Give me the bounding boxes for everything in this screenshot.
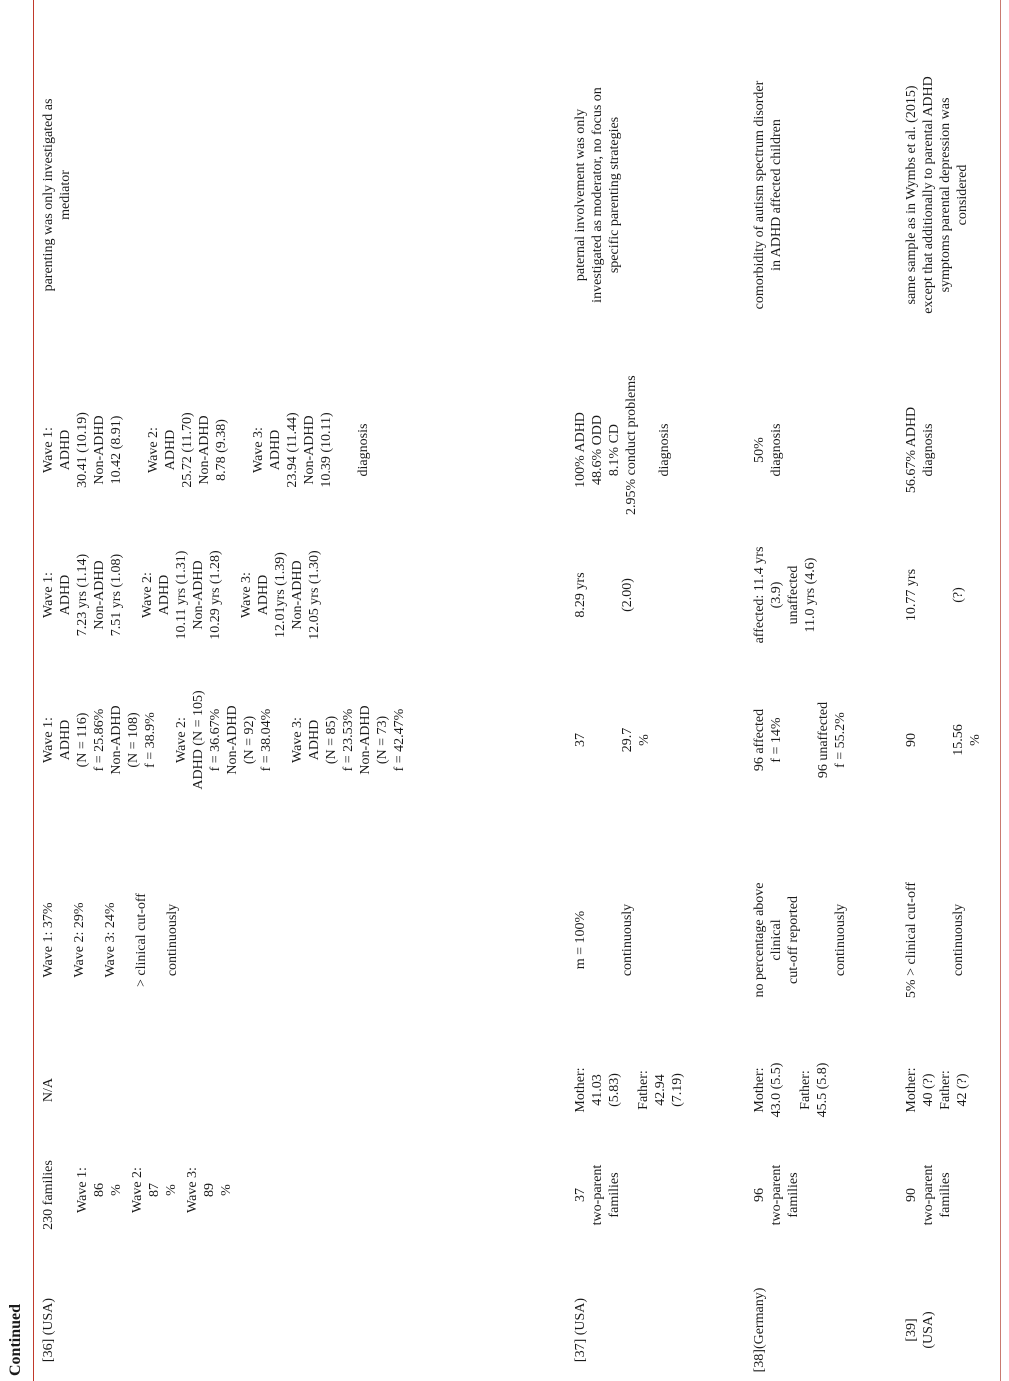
parental-depression-line: clinical xyxy=(769,919,784,961)
child-sample-line: 96 affected xyxy=(752,708,767,772)
child-sample-line: ADHD xyxy=(58,719,73,761)
child-age-line: Non-ADHD xyxy=(191,560,206,630)
sample-size-line: families xyxy=(786,1172,801,1218)
study-ref xyxy=(751,1285,768,1375)
child-sample xyxy=(619,675,653,805)
study-notes-line: paternal involvement was only xyxy=(573,108,588,282)
parent-age-line: Mother: xyxy=(904,1067,919,1113)
child-sample-line: (N = 116) xyxy=(75,712,90,768)
study-notes xyxy=(572,0,623,390)
child-sample xyxy=(40,675,159,805)
parental-depression-line: cut-off reported xyxy=(786,896,801,984)
study-notes xyxy=(40,0,74,390)
child-symptoms-line: 50% xyxy=(752,437,767,463)
parental-depression xyxy=(572,850,589,1030)
child-sample-line: ADHD (N = 105) xyxy=(191,690,206,790)
parental-depression-line: Wave 1: 37% xyxy=(41,902,56,978)
sample-size xyxy=(903,1150,954,1240)
parent-age-line: (7.19) xyxy=(670,1073,685,1107)
child-symptoms-line: Wave 2: xyxy=(146,427,161,473)
parental-depression xyxy=(164,850,181,1030)
child-symptoms-line: 25.72 (11.70) xyxy=(180,412,195,488)
sample-wave-line: % xyxy=(219,1184,234,1196)
child-sample-line: Wave 1: xyxy=(41,717,56,763)
child-age-line: unaffected xyxy=(786,565,801,625)
child-age-line: Non-ADHD xyxy=(290,560,305,630)
child-age-line: Non-ADHD xyxy=(92,560,107,630)
study-ref-line: [38](Germany) xyxy=(752,1287,767,1373)
parent-age-line: 42 (?) xyxy=(955,1073,970,1107)
parent-age-line: 41.03 xyxy=(590,1074,605,1106)
child-age xyxy=(572,530,589,660)
parental-depression xyxy=(71,850,88,1030)
child-sample-line: f = 25.86% xyxy=(92,708,107,772)
child-symptoms-line: Wave 1: xyxy=(41,427,56,473)
child-sample xyxy=(173,675,275,805)
child-age-line: ADHD xyxy=(58,574,73,616)
child-sample-line: 90 xyxy=(904,733,919,747)
parental-depression-line: Wave 2: 29% xyxy=(72,902,87,978)
parental-depression xyxy=(950,850,967,1030)
study-notes-line: parenting was only investigated as xyxy=(41,98,56,292)
study-ref xyxy=(572,1285,589,1375)
parent-age-line: 43.0 (5.5) xyxy=(769,1062,784,1118)
child-sample xyxy=(950,675,984,805)
parent-age-line: Mother: xyxy=(573,1067,588,1113)
child-symptoms-line: diagnosis xyxy=(657,423,672,477)
child-sample-line: ADHD xyxy=(307,719,322,761)
study-ref-line: [39] xyxy=(904,1318,919,1342)
child-symptoms-line: diagnosis xyxy=(921,423,936,477)
parental-depression xyxy=(903,850,920,1030)
parental-depression xyxy=(40,850,57,1030)
child-age-line: 10.11 yrs (1.31) xyxy=(174,550,189,640)
child-sample-line: f = 23.53% xyxy=(341,708,356,772)
child-age-line: (3.9) xyxy=(769,581,784,609)
child-sample-line: 15.56 xyxy=(951,724,966,756)
parental-depression-line: m = 100% xyxy=(573,910,588,970)
study-notes-line: symptoms parental depression was xyxy=(938,97,953,293)
parental-depression xyxy=(832,850,849,1030)
sample-wave-line: 89 xyxy=(202,1183,217,1197)
sample-wave-line: % xyxy=(109,1184,124,1196)
sample-size xyxy=(572,1150,623,1240)
sample-size-line: 230 families xyxy=(41,1160,56,1230)
child-age xyxy=(950,530,967,660)
child-sample-line: Non-ADHD xyxy=(225,705,240,775)
study-ref xyxy=(903,1285,937,1375)
child-age-line: Wave 2: xyxy=(140,572,155,618)
child-sample xyxy=(572,675,589,805)
sample-size-line: families xyxy=(938,1172,953,1218)
child-symptoms xyxy=(656,385,673,515)
parent-age xyxy=(635,1050,686,1130)
child-age-line: (2.00) xyxy=(620,578,635,612)
table-top-rule xyxy=(33,0,34,1381)
child-sample-line: f = 14% xyxy=(769,717,784,763)
child-age-line: 10.77 yrs xyxy=(904,568,919,622)
parent-age-line: Mother: xyxy=(752,1067,767,1113)
child-symptoms-line: 10.39 (10.11) xyxy=(319,412,334,488)
sample-wave-line: Wave 1: xyxy=(75,1167,90,1213)
child-sample-line: f = 38.9% xyxy=(143,712,158,768)
child-age-line: 7.23 yrs (1.14) xyxy=(75,553,90,637)
study-notes-line: specific parenting strategies xyxy=(607,116,622,274)
child-sample-line: 29.7 xyxy=(620,727,635,753)
sample-size-line: 90 xyxy=(904,1188,919,1202)
study-ref-line: (USA) xyxy=(921,1311,936,1349)
parent-age-line: (5.83) xyxy=(607,1073,622,1107)
child-sample-line: Non-ADHD xyxy=(358,705,373,775)
child-symptoms-line: 2.95% conduct problems xyxy=(624,375,639,515)
sample-size-line: 96 xyxy=(752,1188,767,1202)
table-bottom-rule xyxy=(1000,0,1001,1381)
child-sample-line: Non-ADHD xyxy=(109,705,124,775)
child-sample-line: f = 42.47% xyxy=(392,708,407,772)
child-symptoms-line: Non-ADHD xyxy=(197,415,212,485)
parental-depression xyxy=(133,850,150,1030)
child-symptoms-line: Non-ADHD xyxy=(302,415,317,485)
parent-age xyxy=(797,1050,831,1130)
child-symptoms-line: ADHD xyxy=(163,429,178,471)
child-sample-line: (N = 108) xyxy=(126,712,141,768)
child-sample-line: 37 xyxy=(573,733,588,747)
child-age-line: Wave 1: xyxy=(41,572,56,618)
sample-wave xyxy=(129,1160,180,1220)
child-symptoms-line: Non-ADHD xyxy=(92,415,107,485)
parent-age-line: 40 (?) xyxy=(921,1073,936,1107)
study-notes-line: in ADHD affected children xyxy=(769,119,784,271)
parent-age xyxy=(40,1050,57,1130)
sample-size-line: families xyxy=(607,1172,622,1218)
sample-size-line: two-parent xyxy=(769,1164,784,1226)
child-age-line: 11.0 yrs (4.6) xyxy=(803,557,818,633)
child-age-line: 8.29 yrs xyxy=(573,572,588,618)
child-age xyxy=(619,530,636,660)
parent-age-line: N/A xyxy=(41,1077,56,1103)
parental-depression-line: 5% > clinical cut-off xyxy=(904,881,919,999)
child-symptoms xyxy=(145,385,230,515)
child-age xyxy=(139,530,224,660)
child-symptoms xyxy=(40,385,125,515)
child-symptoms-line: 23.94 (11.44) xyxy=(285,412,300,488)
parental-depression xyxy=(619,850,636,1030)
sample-size xyxy=(751,1150,802,1240)
parent-age xyxy=(572,1050,623,1130)
parent-age-line: Father: xyxy=(636,1070,651,1110)
parental-depression-line: Wave 3: 24% xyxy=(103,902,118,978)
child-symptoms-line: 100% ADHD xyxy=(573,412,588,488)
sample-wave-line: Wave 3: xyxy=(185,1167,200,1213)
parent-age-line: 42.94 xyxy=(653,1074,668,1106)
child-symptoms-line: ADHD xyxy=(58,429,73,471)
sample-size-line: 37 xyxy=(573,1188,588,1202)
parental-depression-line: continuously xyxy=(620,903,635,977)
sample-wave xyxy=(74,1160,125,1220)
table-caption: Continued xyxy=(7,1303,24,1376)
child-symptoms-line: 8.1% CD xyxy=(607,423,622,477)
child-age xyxy=(751,530,819,660)
child-symptoms-line: 48.6% ODD xyxy=(590,415,605,485)
child-sample xyxy=(289,675,408,805)
parental-depression xyxy=(751,850,802,1030)
child-symptoms xyxy=(572,375,640,515)
sample-size-line: two-parent xyxy=(590,1164,605,1226)
child-symptoms-line: ADHD xyxy=(268,429,283,471)
child-age xyxy=(40,530,125,660)
sample-wave-line: 86 xyxy=(92,1183,107,1197)
child-sample-line: % xyxy=(968,734,983,746)
child-sample xyxy=(751,675,785,805)
child-age-line: 10.29 yrs (1.28) xyxy=(208,550,223,640)
parent-age xyxy=(903,1050,971,1130)
child-symptoms-line: 10.42 (8.91) xyxy=(109,415,124,485)
child-sample-line: f = 55.2% xyxy=(833,712,848,768)
parental-depression-line: continuously xyxy=(833,903,848,977)
parental-depression-line: continuously xyxy=(951,903,966,977)
study-notes-line: same sample as in Wymbs et al. (2015) xyxy=(904,85,919,305)
child-symptoms xyxy=(355,385,372,515)
study-notes-line: except that additionally to parental ADHD xyxy=(921,76,936,314)
study-ref xyxy=(40,1285,57,1375)
parental-depression-line: no percentage above xyxy=(752,882,767,998)
child-symptoms xyxy=(751,385,785,515)
sample-wave-line: 87 xyxy=(147,1183,162,1197)
child-sample xyxy=(903,675,920,805)
child-sample-line: Wave 3: xyxy=(290,717,305,763)
child-symptoms-line: 30.41 (10.19) xyxy=(75,412,90,488)
parental-depression-line: > clinical cut-off xyxy=(134,893,149,987)
child-symptoms xyxy=(250,385,335,515)
child-sample-line: (N = 92) xyxy=(242,715,257,765)
study-notes xyxy=(751,0,785,390)
child-age-line: (?) xyxy=(951,587,966,603)
parental-depression-line: continuously xyxy=(165,903,180,977)
sample-size-line: two-parent xyxy=(921,1164,936,1226)
child-symptoms-line: Wave 3: xyxy=(251,427,266,473)
parent-age-line: Father: xyxy=(938,1070,953,1110)
child-age-line: ADHD xyxy=(256,574,271,616)
child-symptoms-line: diagnosis xyxy=(356,423,371,477)
sample-size xyxy=(40,1150,57,1240)
child-symptoms-line: 8.78 (9.38) xyxy=(214,419,229,481)
parent-age-line: Father: xyxy=(798,1070,813,1110)
child-age-line: Wave 3: xyxy=(239,572,254,618)
study-notes xyxy=(903,0,971,390)
study-ref-line: [37] (USA) xyxy=(573,1297,588,1363)
sample-wave-line: % xyxy=(164,1184,179,1196)
child-symptoms xyxy=(903,385,937,515)
child-age-line: ADHD xyxy=(157,574,172,616)
child-symptoms-line: 56.67% ADHD xyxy=(904,406,919,494)
parental-depression xyxy=(102,850,119,1030)
study-notes-line: investigated as moderator, no focus on xyxy=(590,87,605,303)
child-sample-line: (N = 73) xyxy=(375,715,390,765)
child-age-line: 12.05 yrs (1.30) xyxy=(307,550,322,640)
child-symptoms-line: diagnosis xyxy=(769,423,784,477)
study-notes-line: considered xyxy=(955,164,970,226)
sample-wave xyxy=(184,1160,235,1220)
sample-wave-line: Wave 2: xyxy=(130,1167,145,1213)
child-age-line: affected: 11.4 yrs xyxy=(752,546,767,644)
child-age-line: 12.01yrs (1.39) xyxy=(273,552,288,638)
child-sample-line: 96 unaffected xyxy=(816,701,831,779)
child-sample-line: Wave 2: xyxy=(174,717,189,763)
parent-age-line: 45.5 (5.8) xyxy=(815,1062,830,1118)
study-notes-line: mediator xyxy=(58,170,73,220)
child-age-line: 7.51 yrs (1.08) xyxy=(109,553,124,637)
child-sample-line: f = 38.04% xyxy=(259,708,274,772)
child-sample-line: % xyxy=(637,734,652,746)
child-sample-line: f = 36.67% xyxy=(208,708,223,772)
child-sample xyxy=(815,675,849,805)
child-age xyxy=(238,530,323,660)
child-age xyxy=(903,530,920,660)
study-notes-line: comorbidity of autism spectrum disorder xyxy=(752,80,767,310)
child-sample-line: (N = 85) xyxy=(324,715,339,765)
parent-age xyxy=(751,1050,785,1130)
study-ref-line: [36] (USA) xyxy=(41,1297,56,1363)
